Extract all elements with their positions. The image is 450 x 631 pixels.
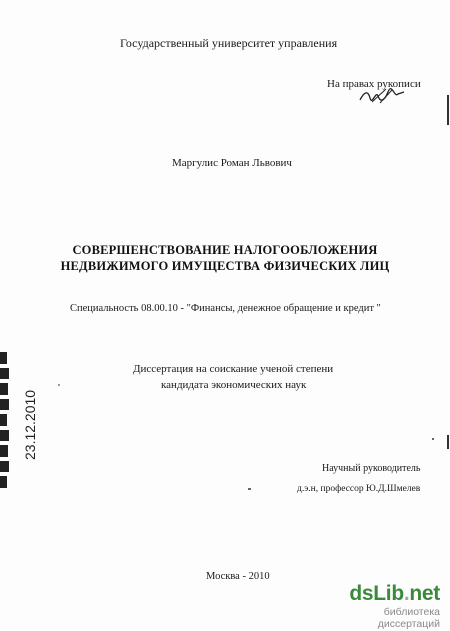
city-year: Москва - 2010 <box>206 571 270 582</box>
dissertation-title-line-2: НЕДВИЖИМОГО ИМУЩЕСТВА ФИЗИЧЕСКИХ ЛИЦ <box>60 259 390 273</box>
manuscript-rights-note: На правах рукописи <box>327 78 421 90</box>
stamp-date: 23.12.2010 <box>22 389 38 460</box>
degree-line-2: кандидата экономических наук <box>161 379 307 391</box>
library-barcode-stamp <box>0 352 12 497</box>
dissertation-title-line-1: СОВЕРШЕНСТВОВАНИЕ НАЛОГООБЛОЖЕНИЯ <box>72 243 378 257</box>
advisor-label: Научный руководитель <box>322 463 421 474</box>
scan-margin-marks <box>442 95 450 455</box>
dslib-watermark <box>340 582 440 630</box>
handwritten-signature <box>358 86 408 106</box>
scan-speck <box>58 384 60 386</box>
watermark-subtitle: библиотека диссертаций <box>377 606 440 630</box>
university-name: Государственный университет управления <box>120 36 338 50</box>
advisor-name: д.э.н, профессор Ю.Д.Шмелев <box>297 484 421 494</box>
specialty-line: Специальность 08.00.10 - "Финансы, денежное обращение и кредит " <box>70 303 381 314</box>
author-name: Маргулис Роман Львович <box>172 157 292 169</box>
scan-speck <box>248 488 251 490</box>
degree-line-1: Диссертация на соискание ученой степени <box>133 363 334 375</box>
watermark-logo: dsLib.net <box>349 582 440 605</box>
scan-speck <box>432 438 434 440</box>
